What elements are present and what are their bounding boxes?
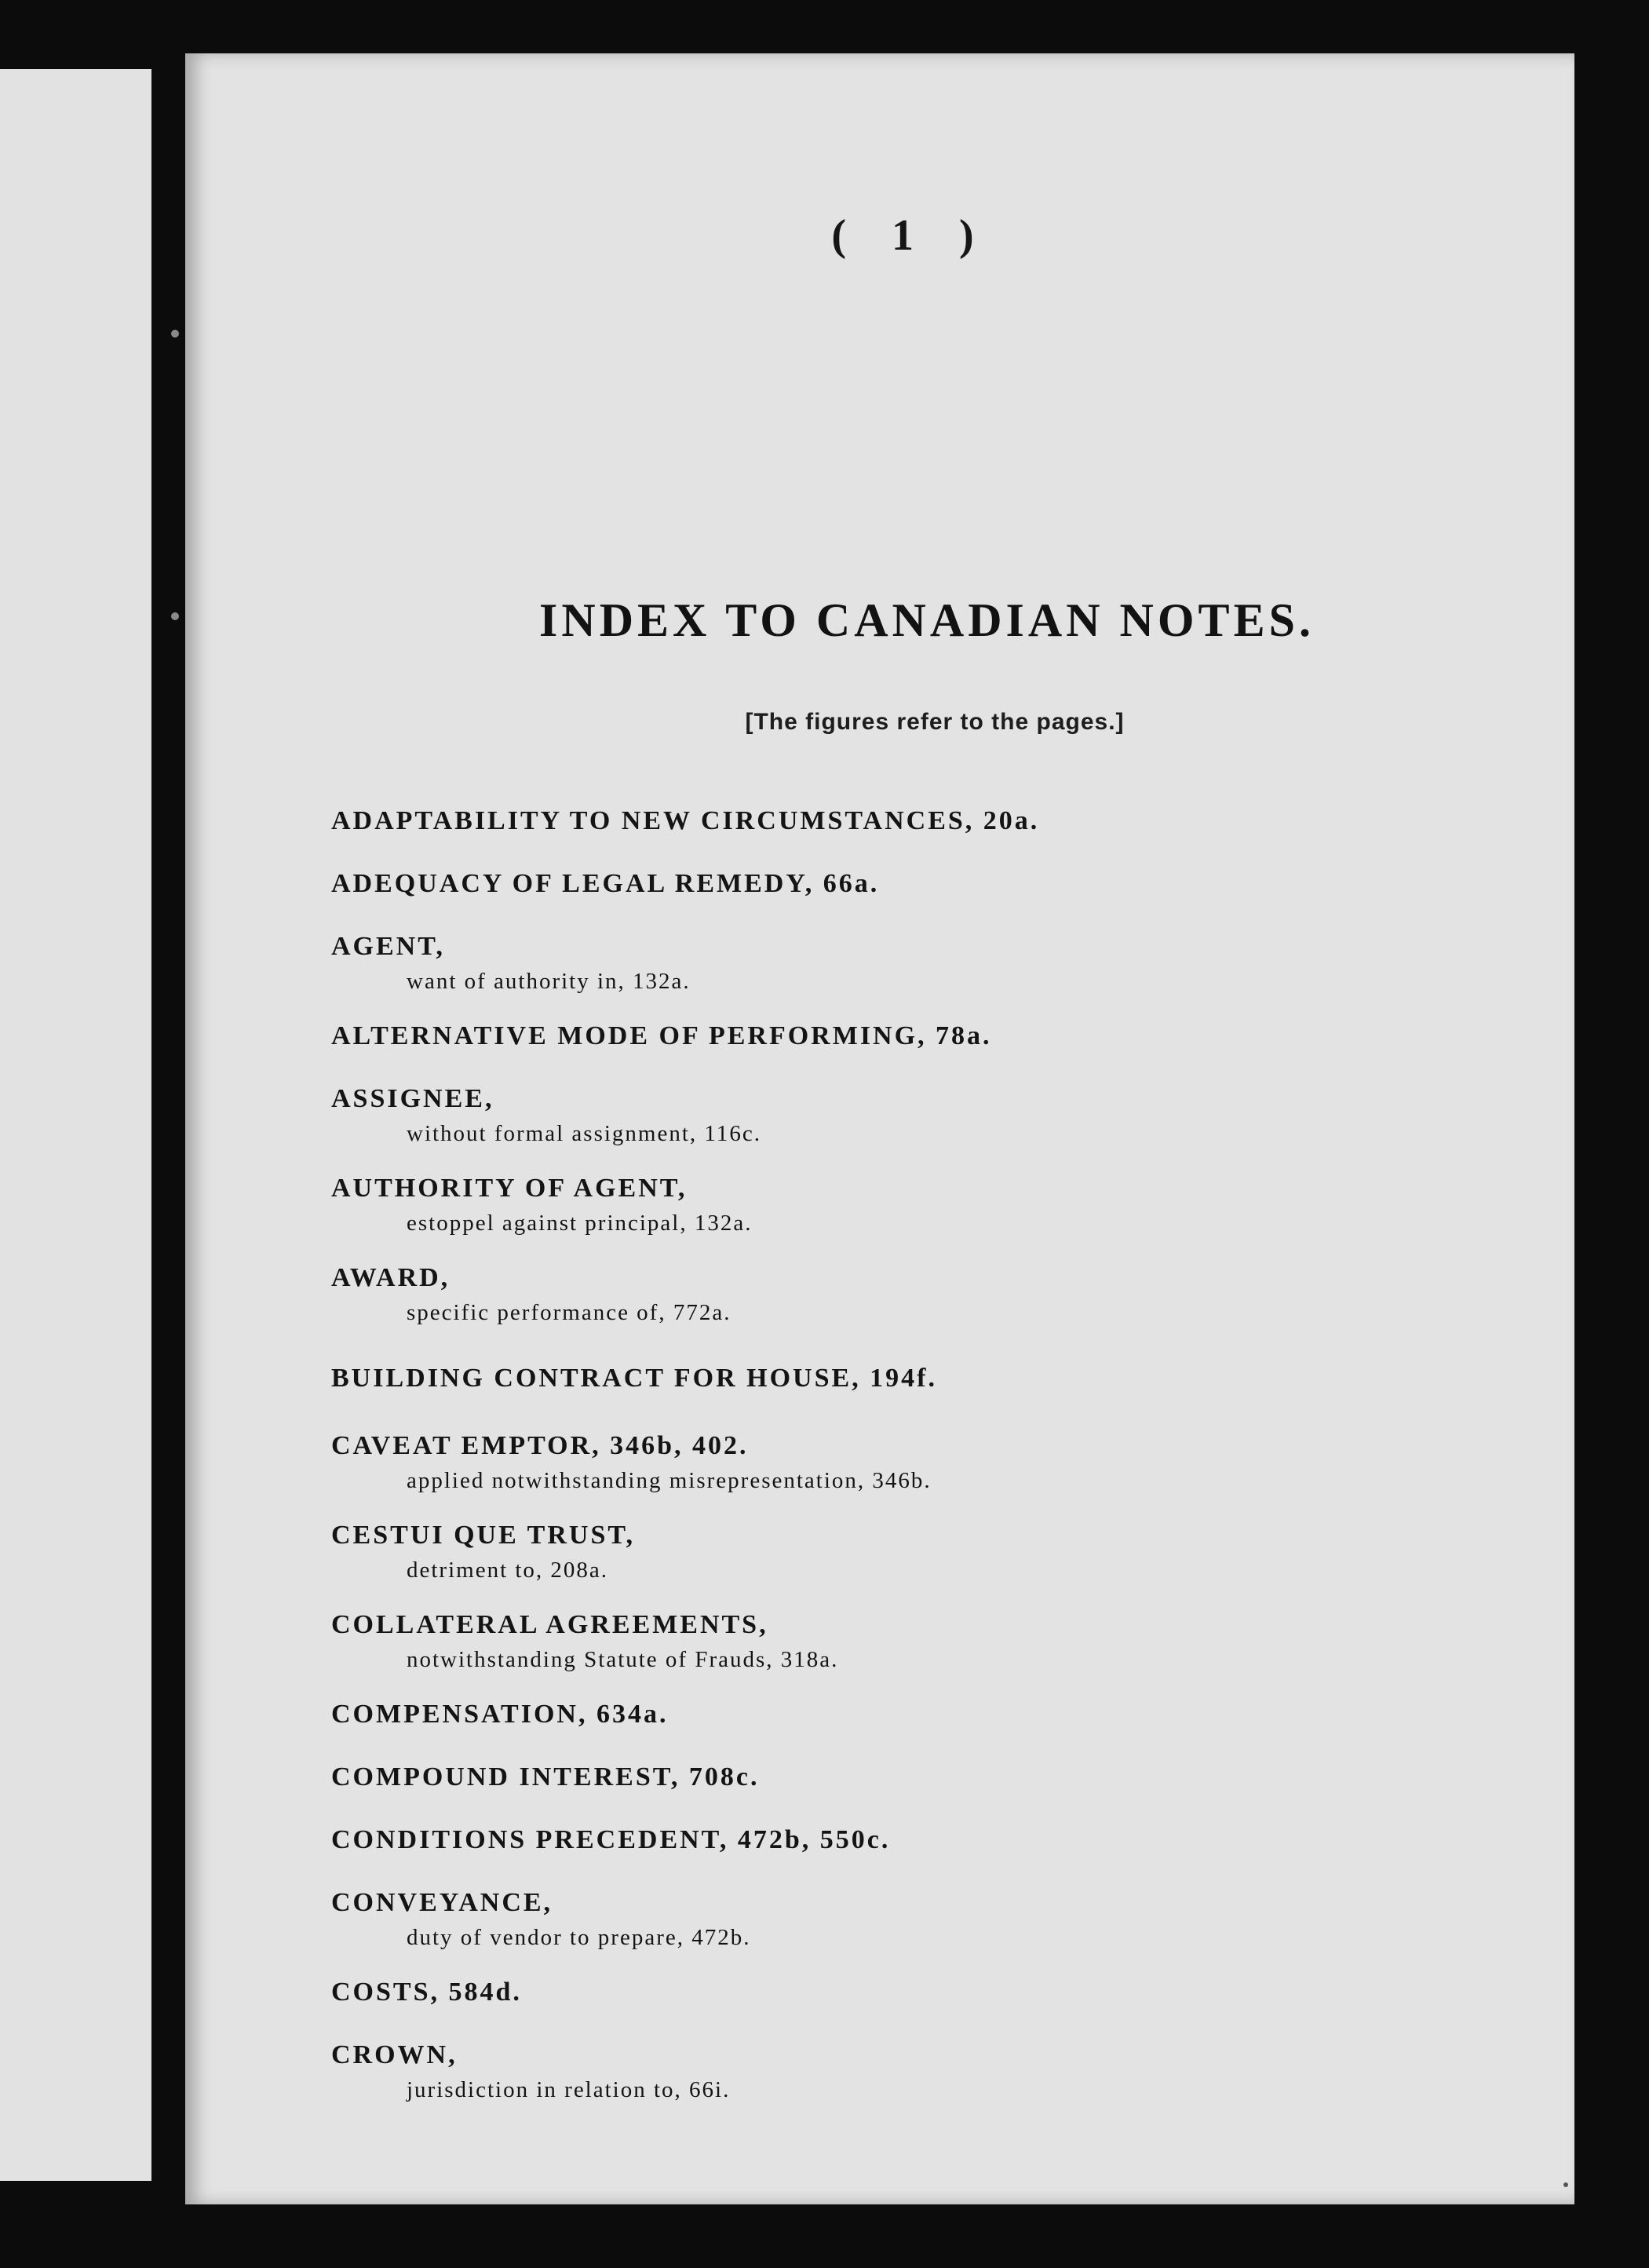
entry-heading: COMPENSATION, 634a.: [331, 1700, 669, 1729]
entry-heading: COLLATERAL AGREEMENTS,: [331, 1610, 768, 1639]
index-entry: [331, 866, 1509, 902]
entry-subheading: jurisdiction in relation to, 66i.: [407, 2077, 731, 2102]
index-entry: [331, 2037, 1509, 2106]
entry-heading: CAVEAT EMPTOR, 346b, 402.: [331, 1431, 749, 1460]
entry-heading: CESTUI QUE TRUST,: [331, 1521, 636, 1550]
entry-subheading: want of authority in, 132a.: [407, 969, 691, 994]
entry-heading: ADEQUACY OF LEGAL REMEDY, 66a.: [331, 869, 880, 898]
entry-heading: ASSIGNEE,: [331, 1084, 494, 1113]
index-entry: [331, 1428, 1509, 1497]
entry-heading: ALTERNATIVE MODE OF PERFORMING, 78a.: [331, 1021, 992, 1050]
index-entry: [331, 1360, 1509, 1397]
entry-heading: CONVEYANCE,: [331, 1888, 553, 1917]
page-title: INDEX TO CANADIAN NOTES.: [539, 594, 1315, 646]
index-entry: [331, 1759, 1509, 1795]
entry-heading: COMPOUND INTEREST, 708c.: [331, 1762, 760, 1791]
index-entry: [331, 1517, 1509, 1587]
entry-subheading: notwithstanding Statute of Frauds, 318a.: [407, 1647, 839, 1672]
entry-subheading: applied notwithstanding misrepresentation, 346b.: [407, 1468, 932, 1493]
entry-heading: CONDITIONS PRECEDENT, 472b, 550c.: [331, 1825, 891, 1854]
entry-heading: CROWN,: [331, 2040, 458, 2069]
entry-heading: BUILDING CONTRACT FOR HOUSE, 194f.: [331, 1364, 938, 1393]
page-speck: [1563, 2182, 1568, 2187]
entry-subheading: specific performance of, 772a.: [407, 1300, 731, 1325]
index-entry: [331, 1696, 1509, 1733]
index-entry: [331, 1260, 1509, 1329]
entry-heading: COSTS, 584d.: [331, 1978, 522, 2007]
entry-subheading: detriment to, 208a.: [407, 1558, 609, 1583]
index-entry: [331, 929, 1509, 998]
page-number: ( 1 ): [831, 211, 991, 260]
index-entries: [331, 803, 1509, 2127]
index-page: [185, 53, 1574, 2204]
index-entry: [331, 1018, 1509, 1054]
index-entry: [331, 1822, 1509, 1858]
index-note: [The figures refer to the pages.]: [745, 709, 1125, 735]
entry-heading: AUTHORITY OF AGENT,: [331, 1174, 688, 1203]
facing-page: [0, 69, 151, 2181]
index-entry: [331, 1607, 1509, 1676]
page-speck: [171, 330, 179, 338]
index-entry: [331, 1081, 1509, 1150]
entry-heading: ADAPTABILITY TO NEW CIRCUMSTANCES, 20a.: [331, 806, 1040, 835]
index-entry: [331, 1171, 1509, 1240]
entry-heading: AGENT,: [331, 932, 445, 961]
entry-subheading: duty of vendor to prepare, 472b.: [407, 1925, 751, 1950]
entry-subheading: estoppel against principal, 132a.: [407, 1211, 753, 1236]
index-entry: [331, 803, 1509, 839]
index-entry: [331, 1974, 1509, 2011]
entry-subheading: without formal assignment, 116c.: [407, 1121, 761, 1146]
page-speck: [171, 612, 179, 620]
index-entry: [331, 1885, 1509, 1954]
entry-heading: AWARD,: [331, 1263, 451, 1292]
